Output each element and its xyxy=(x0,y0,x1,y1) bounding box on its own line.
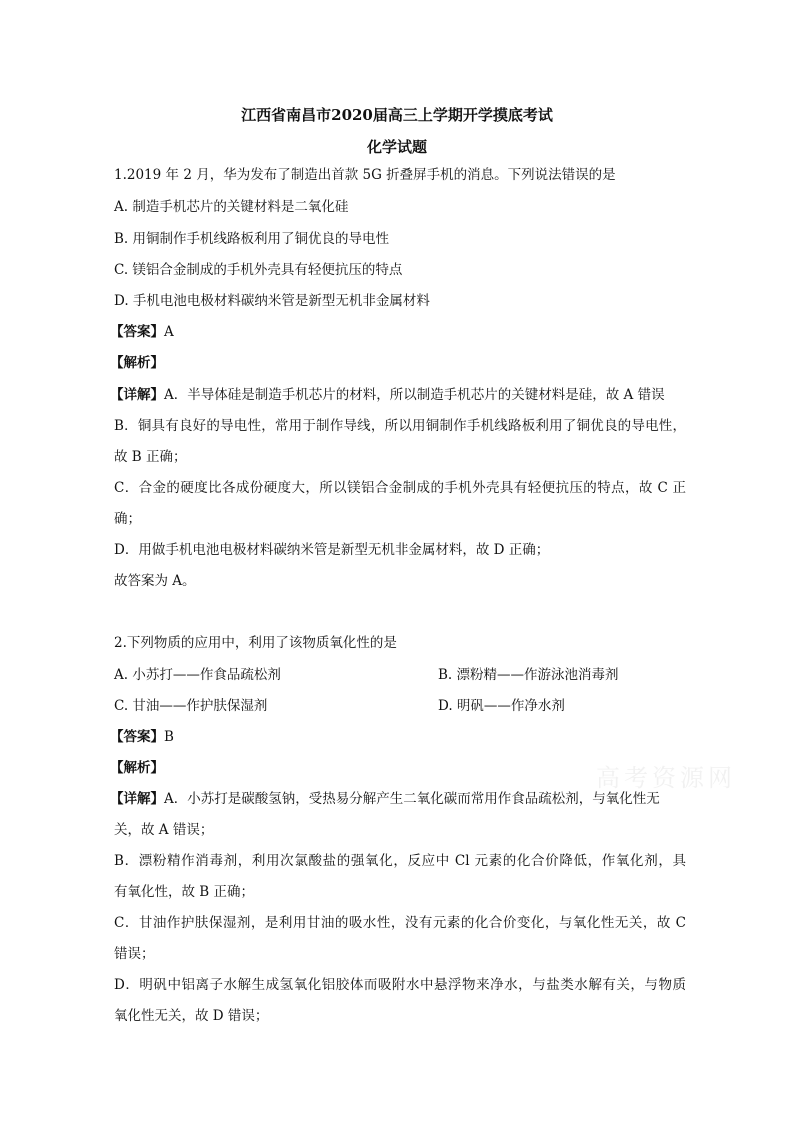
q2-option-d: D. 明矾——作净水剂 xyxy=(438,698,565,714)
q2-option-a: A. 小苏打——作食品疏松剂 xyxy=(114,667,281,683)
q2-option-c: C. 甘油——作护肤保湿剂 xyxy=(114,698,268,714)
q1-answer xyxy=(110,323,174,341)
q2-stem: 2.下列物质的应用中，利用了该物质氧化性的是 xyxy=(114,635,397,651)
q2-detail-line-3: B．漂粉精作消毒剂，利用次氯酸盐的强氧化，反应中 Cl 元素的化合价降低，作氧化剂，具 xyxy=(114,853,686,869)
q2-detail-line-1 xyxy=(110,790,660,808)
q2-detail-line-2: 关，故 A 错误； xyxy=(114,822,214,838)
q2-detail-line-4: 有氧化性，故 B 正确； xyxy=(114,884,255,900)
q1-detail-text-1: A．半导体硅是制造手机芯片的材料，所以制造手机芯片的关键材料是硅，故 A 错误 xyxy=(164,387,665,403)
watermark: 高考资源网 xyxy=(596,764,736,792)
q1-option-a: A. 制造手机芯片的关键材料是二氧化硅 xyxy=(114,199,349,215)
q1-option-c: C. 镁铝合金制成的手机外壳具有轻便抗压的特点 xyxy=(114,262,403,278)
q2-answer xyxy=(110,728,174,746)
q1-detail-line-4: C．合金的硬度比各成份硬度大，所以镁铝合金制成的手机外壳具有轻便抗压的特点，故 C 正 xyxy=(114,480,686,496)
q2-answer-tag: 【答案】 xyxy=(110,729,164,745)
page-title: 江西省南昌市2020届高三上学期开学摸底考试 xyxy=(241,106,553,124)
q2-detail-text-1: A．小苏打是碳酸氢钠，受热易分解产生二氧化碳而常用作食品疏松剂，与氧化性无 xyxy=(164,791,660,807)
q2-detail-tag: 【详解】 xyxy=(110,791,164,807)
q1-option-d: D. 手机电池电极材料碳纳米管是新型无机非金属材料 xyxy=(114,293,430,309)
q1-answer-value: A xyxy=(164,324,174,340)
q1-option-b: B. 用铜制作手机线路板利用了铜优良的导电性 xyxy=(114,231,390,247)
q1-detail-line-6: D．用做手机电池电极材料碳纳米管是新型无机非金属材料，故 D 正确； xyxy=(114,542,550,558)
q1-stem: 1.2019 年 2 月，华为发布了制造出首款 5G 折叠屏手机的消息。下列说法错误的是 xyxy=(114,167,616,183)
q1-analysis-tag: 【解析】 xyxy=(110,355,164,371)
q1-detail-line-2: B．铜具有良好的导电性，常用于制作导线，所以用铜制作手机线路板利用了铜优良的导电性， xyxy=(114,418,686,434)
q2-analysis-tag: 【解析】 xyxy=(110,760,164,776)
q1-detail-line-7: 故答案为 A。 xyxy=(114,573,196,589)
q2-detail-line-7: D．明矾中铝离子水解生成氢氧化铝胶体而吸附水中悬浮物来净水，与盐类水解有关，与物质 xyxy=(114,977,686,993)
q1-detail-line-5: 确； xyxy=(114,511,141,527)
q2-detail-line-6: 错误； xyxy=(114,946,155,962)
q2-detail-line-8: 氧化性无关，故 D 错误； xyxy=(114,1008,269,1024)
q2-answer-value: B xyxy=(164,729,174,745)
q1-answer-tag: 【答案】 xyxy=(110,324,164,340)
q1-detail-line-3: 故 B 正确； xyxy=(114,449,187,465)
q1-detail-line-1 xyxy=(110,386,665,404)
q2-option-b: B. 漂粉精——作游泳池消毒剂 xyxy=(438,667,619,683)
page-subtitle: 化学试题 xyxy=(366,138,427,156)
q1-detail-tag: 【详解】 xyxy=(110,387,164,403)
q2-detail-line-5: C．甘油作护肤保湿剂，是利用甘油的吸水性，没有元素的化合价变化，与氧化性无关，故 C xyxy=(114,915,686,931)
